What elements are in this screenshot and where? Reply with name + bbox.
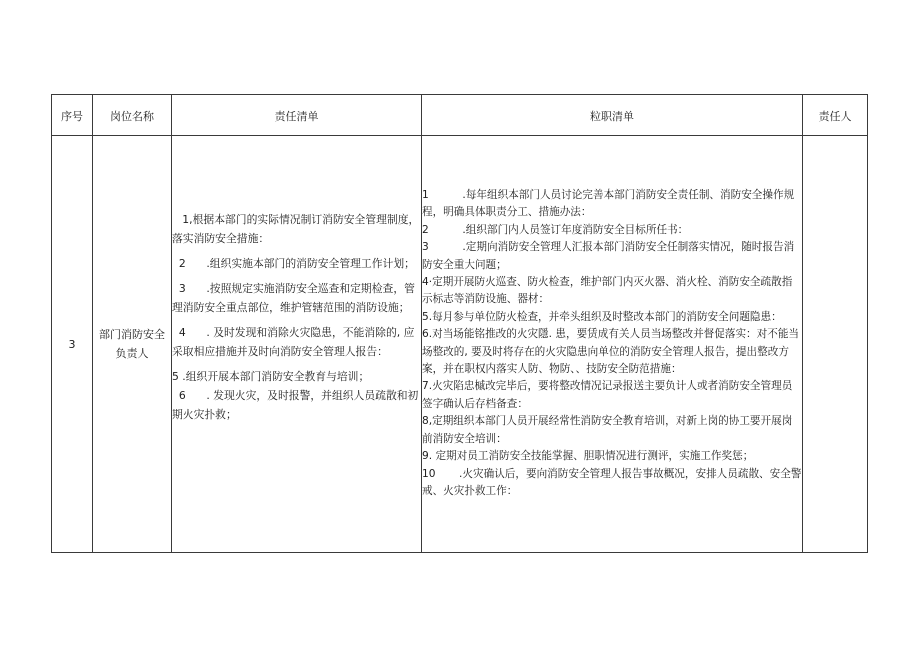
duty-item: 3 .定期向消防安全管理人汇报本部门消防安全任制落实情况，随时报告消防安全重大问题；	[422, 241, 795, 271]
responsibility-item: 5 .组织开展本部门消防安全教育与培训；	[172, 370, 370, 383]
seq-value: 3	[68, 337, 76, 351]
duty-item: 8,定期组织本部门人员开展经常性消防安全教育培训，对新上岗的协工要开展岗前消防安全培训：	[422, 415, 793, 445]
duty-item: 7.火灾陷忠槭改完毕后，要将整改情况记录报送主要负计人或者消防安全管理员签字确认后存档备查：	[422, 380, 793, 410]
responsibility-item: 4 . 及时发现和消除火灾隐患，不能消除的, 应采取相应措施并及时向消防安全管理人报告：	[172, 326, 415, 358]
row-position	[93, 136, 171, 552]
responsibility-item: 3 .按照规定实施消防安全巡查和定期检查，管理消防安全重点部位，维护管辖范围的消防设施；	[172, 282, 415, 314]
duties-cell	[422, 187, 802, 500]
responsibility-item: 6 . 发现火灾，及时报警，并组织人员疏散和初期火灾扑救；	[172, 389, 419, 421]
header-person: 责任人	[818, 109, 852, 123]
duty-item: 1 .每年组织本部门人员讨论完善本部门消防安全责任制、消防安全操作规程，明确具体职责分工、措施办法：	[422, 189, 795, 219]
responsibility-table	[51, 94, 868, 553]
duty-item: 5.每月参与单位防火检查，并牵头组织及时整改本部门的消防安全问题隐患：	[422, 310, 782, 323]
duty-item: 6.对当场能铭推改的火灾隱. 患，要赁成有关人员当场整改并督促落实：对不能当场整改的, 要及时将存在的火灾隐患向单位的消防安全管理人报告，提出整改方案，并在职权内落实人防、物防、、技防安全防范措施：	[422, 328, 800, 376]
duty-item: 9. 定期对员工消防安全技能掌握、胆职情况进行测评，实施工作奖惩；	[422, 450, 754, 463]
position-value: 部门消防安全负责人	[99, 328, 165, 360]
duty-item: 10 .火灾确认后，要向消防安全管理人报告事故概况，安排人员疏散、安全警戒、火灾扑救工作：	[422, 467, 802, 497]
responsibility-item: 1,根据本部门的实际情况制订消防安全管理制度，落实消防安全措施：	[172, 213, 420, 245]
duty-item: 4·定期开展防火巡查、防火检查，维护部门内灭火器、消火栓、消防安全疏散指示标志等消防设施、器材：	[422, 276, 793, 306]
header-responsibilities: 责任清单	[274, 109, 319, 123]
header-duties: 粒职清单	[590, 109, 634, 123]
header-position: 岗位名称	[110, 109, 154, 123]
duty-item: 2 .组织部门内人员签订年度消防安全目标所任书：	[422, 223, 689, 236]
header-seq: 序号	[61, 109, 83, 123]
responsibilities-cell	[172, 210, 420, 430]
row-person	[803, 136, 867, 552]
responsibility-item: 2 .组织实施本部门的消防安全管理工作计划；	[172, 257, 415, 270]
row-seq	[52, 136, 92, 552]
